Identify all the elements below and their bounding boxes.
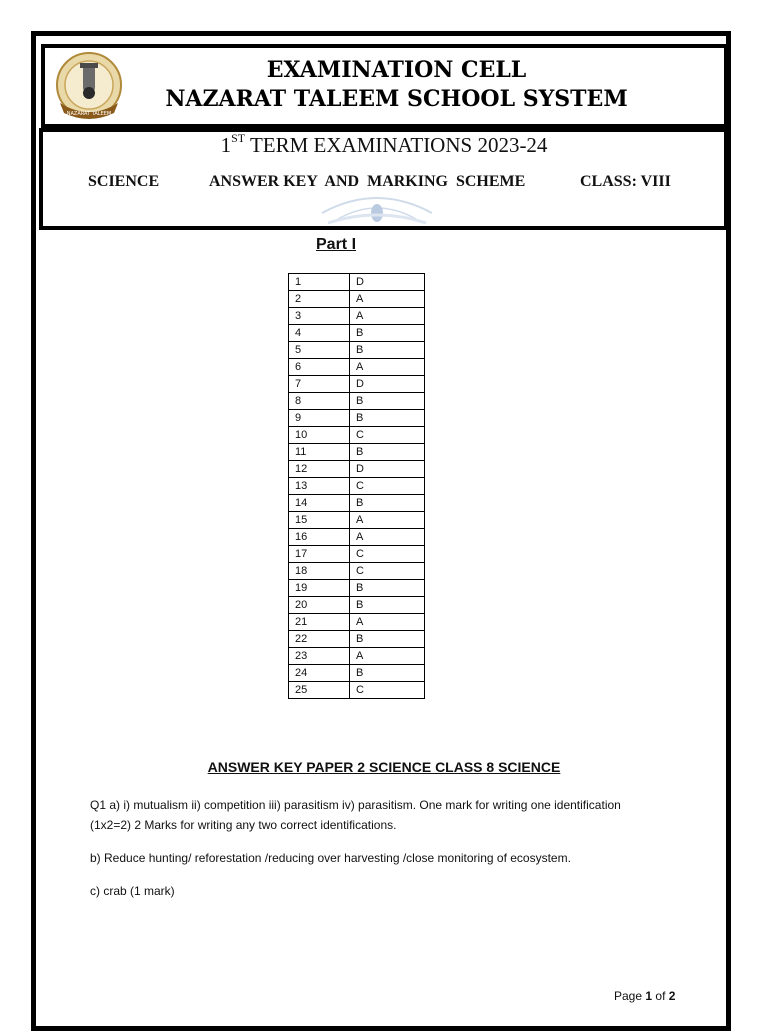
term-title: 1ST TERM EXAMINATIONS 2023-24	[220, 131, 548, 157]
question-number-cell: 3	[289, 308, 350, 325]
table-row	[289, 444, 425, 461]
table-row	[289, 308, 425, 325]
table-row	[289, 631, 425, 648]
table-row	[289, 427, 425, 444]
page-number: Page 1 of 2	[614, 989, 676, 1003]
answer-cell: D	[350, 461, 425, 478]
table-row	[289, 648, 425, 665]
answer-cell: B	[350, 325, 425, 342]
question-number-cell: 14	[289, 495, 350, 512]
question-number-cell: 9	[289, 410, 350, 427]
answer-cell: A	[350, 359, 425, 376]
answer-cell: B	[350, 393, 425, 410]
question-number-cell: 15	[289, 512, 350, 529]
question-number-cell: 1	[289, 274, 350, 291]
answer-cell: A	[350, 512, 425, 529]
question-number-cell: 5	[289, 342, 350, 359]
question-number-cell: 6	[289, 359, 350, 376]
table-row	[289, 597, 425, 614]
class-label: CLASS: VIII	[580, 173, 671, 190]
logo-text: NAZARAT TALEEM	[66, 111, 112, 117]
answer-cell: B	[350, 665, 425, 682]
question-number-cell: 11	[289, 444, 350, 461]
table-row	[289, 393, 425, 410]
table-row	[289, 342, 425, 359]
answer-cell: C	[350, 546, 425, 563]
answer-cell: C	[350, 563, 425, 580]
table-row	[289, 546, 425, 563]
table-row	[289, 512, 425, 529]
table-row	[289, 563, 425, 580]
answer-cell: B	[350, 597, 425, 614]
answer-cell: B	[350, 580, 425, 597]
term-superscript: ST	[231, 131, 246, 145]
answer-cell: C	[350, 478, 425, 495]
question-number-cell: 10	[289, 427, 350, 444]
question-number-cell: 4	[289, 325, 350, 342]
q1a-answer: Q1 a) i) mutualism ii) competition iii) parasitism iv) parasitism. One mark for writing one identification (1x2=2) 2 Marks for writing any two correct identifications.	[90, 798, 621, 832]
answer-cell: A	[350, 529, 425, 546]
question-number-cell: 7	[289, 376, 350, 393]
q1c-answer: c) crab (1 mark)	[90, 884, 175, 898]
table-row	[289, 665, 425, 682]
table-row	[289, 359, 425, 376]
answer-cell: B	[350, 495, 425, 512]
question-number-cell: 22	[289, 631, 350, 648]
school-system-title: NAZARAT TALEEM SCHOOL SYSTEM	[165, 86, 628, 112]
table-row	[289, 614, 425, 631]
answer-cell: D	[350, 274, 425, 291]
answer-cell: C	[350, 682, 425, 699]
question-number-cell: 13	[289, 478, 350, 495]
table-row	[289, 580, 425, 597]
table-row	[289, 274, 425, 291]
question-number-cell: 16	[289, 529, 350, 546]
answer-cell: A	[350, 648, 425, 665]
question-number-cell: 19	[289, 580, 350, 597]
question-number-cell: 2	[289, 291, 350, 308]
paper2-title: ANSWER KEY PAPER 2 SCIENCE CLASS 8 SCIENCE	[207, 759, 561, 775]
question-number-cell: 12	[289, 461, 350, 478]
table-row	[289, 376, 425, 393]
answer-cell: B	[350, 444, 425, 461]
answer-key-table	[288, 273, 425, 699]
question-number-cell: 23	[289, 648, 350, 665]
table-row	[289, 529, 425, 546]
question-number-cell: 25	[289, 682, 350, 699]
answer-cell: D	[350, 376, 425, 393]
table-row	[289, 325, 425, 342]
question-number-cell: 18	[289, 563, 350, 580]
question-number-cell: 20	[289, 597, 350, 614]
answer-cell: B	[350, 342, 425, 359]
answer-cell: B	[350, 410, 425, 427]
question-number-cell: 24	[289, 665, 350, 682]
table-row	[289, 461, 425, 478]
q1b-answer: b) Reduce hunting/ reforestation /reducing over harvesting /close monitoring of ecosystem.	[90, 851, 571, 865]
answer-cell: C	[350, 427, 425, 444]
doc-type-label: ANSWER KEY AND MARKING SCHEME	[209, 173, 526, 190]
subject-label: SCIENCE	[88, 173, 160, 190]
question-number-cell: 17	[289, 546, 350, 563]
exam-cell-title: EXAMINATION CELL	[266, 57, 527, 83]
table-row	[289, 291, 425, 308]
question-number-cell: 8	[289, 393, 350, 410]
answer-cell: A	[350, 308, 425, 325]
question-number-cell: 21	[289, 614, 350, 631]
part-one-title: Part I	[316, 236, 357, 253]
answer-cell: A	[350, 614, 425, 631]
table-row	[289, 682, 425, 699]
table-row	[289, 410, 425, 427]
table-row	[289, 495, 425, 512]
answer-cell: A	[350, 291, 425, 308]
answer-cell: B	[350, 631, 425, 648]
table-row	[289, 478, 425, 495]
